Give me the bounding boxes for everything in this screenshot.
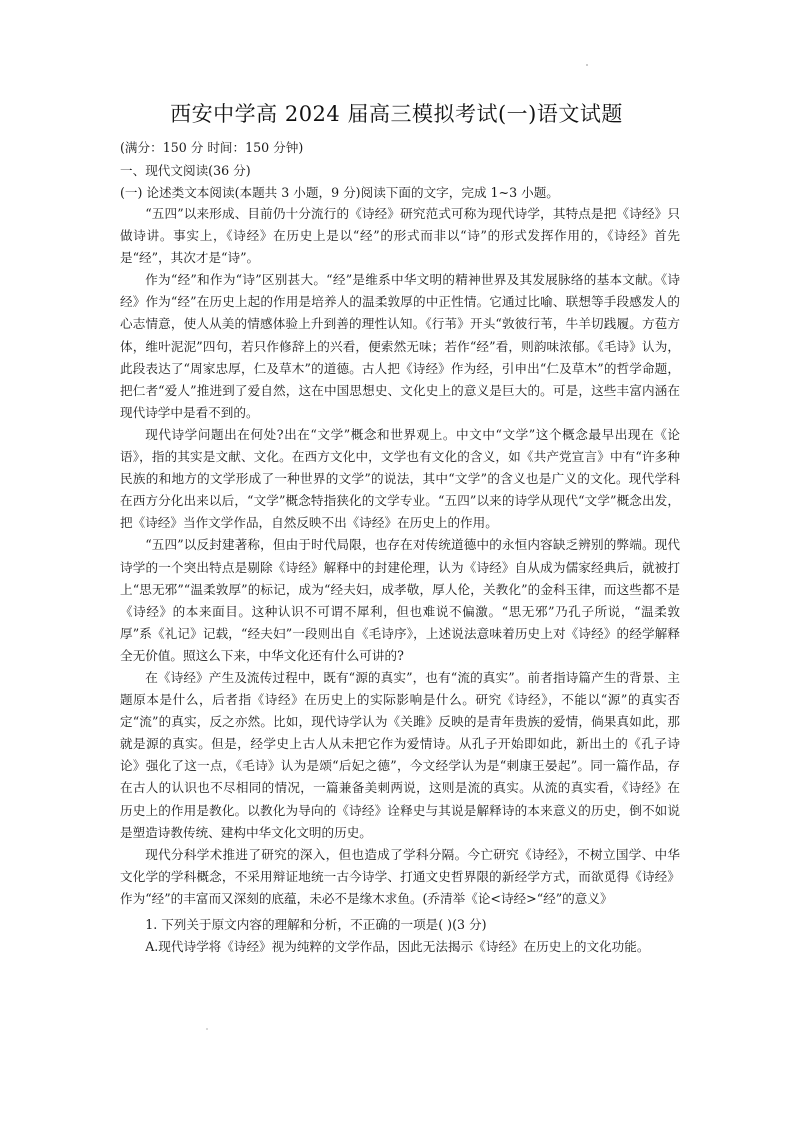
question-1: 1. 下列关于原文内容的理解和分析，不正确的一项是( )(3 分) [145,917,487,932]
exam-meta: (满分：150 分 时间：150 分钟) [120,140,304,155]
passage-paragraph-1: “五四”以来形成、目前仍十分流行的《诗经》研究范式可称为现代诗学，其特点是把《诗经》只做诗讲。事实上，《诗经》在历史上是以“经”的形式而非以“诗”的形式发挥作用的，《诗经》首先是“经”，其次才是“诗”。 [120,206,680,266]
scan-speck-bottom [206,1028,208,1030]
scan-speck [586,64,588,66]
section-heading: 一、现代文阅读(36 分) [120,163,251,178]
page-title: 西安中学高 2024 届高三模拟考试(一)语文试题 [170,102,623,126]
passage-paragraph-3: 现代诗学问题出在何处?出在“文学”概念和世界观上。中文中“文学”这个概念最早出现在《论语》，指的其实是文献、文化。在西方文化中，文学也有文化的含义，如《共产党宣言》中有“许多种民族的和地方的文学形成了一种世界的文学”的说法，其中“文学”的含义也是广义的文化。现代学科在西方分化出来以后，“文学”概念特指狭化的文学专业。“五四”以来的诗学从现代“文学”概念出发，把《诗经》当作文学作品，自然反映不出《诗经》在历史上的作用。 [120,426,680,531]
passage-paragraph-5: 在《诗经》产生及流传过程中，既有“源的真实”，也有“流的真实”。前者指诗篇产生的背景、主题原本是什么，后者指《诗经》在历史上的实际影响是什么。研究《诗经》，不能以“源”的真实否定“流”的真实，反之亦然。比如，现代诗学认为《关雎》反映的是青年贵族的爱情，倘果真如此，那就是源的真实。但是，经学史上古人从未把它作为爱情诗。从孔子开始即如此，新出土的《孔子诗论》强化了这一点，《毛诗》认为是颂“后妃之德”，今文经学认为是“刺康王晏起”。同一篇作品，存在古人的认识也不尽相同的情况，一篇兼备美刺两说，这则是流的真实。从流的真实看，《诗经》在历史上的作用是教化。以教化为导向的《诗经》诠释史与其说是解释诗的本来意义的历史，倒不如说是塑造诗教传统、建构中华文化文明的历史。 [120,669,680,840]
subsection-heading: (一) 论述类文本阅读(本题共 3 小题，9 分)阅读下面的文字，完成 1~3 小题。 [120,185,559,200]
passage-paragraph-2: 作为“经”和作为“诗”区别甚大。“经”是维系中华文明的精神世界及其发展脉络的基本文献。《诗经》作为“经”在历史上起的作用是培养人的温柔敦厚的中正性情。它通过比喻、联想等手段感发人的心志情意，使人从美的情感体验上升到善的理性认知。《行苇》开头“敦彼行苇，牛羊切践履。方苞方体，维叶泥泥”四句，若只作修辞上的兴看，便索然无味；若作“经”看，则韵味浓郁。《毛诗》认为，此段表达了“周家忠厚，仁及草木”的道德。古人把《诗经》作为经，引申出“仁及草木”的哲学命题，把仁者“爱人”推进到了爱自然，这在中国思想史、文化史上的意义是巨大的。可是，这些丰富内涵在现代诗学中是看不到的。 [120,272,680,420]
reading-passage [120,203,680,958]
question-1-option-a: A.现代诗学将《诗经》视为纯粹的文学作品，因此无法揭示《诗经》在历史上的文化功能。 [145,939,650,955]
passage-paragraph-6: 现代分科学术推进了研究的深入，但也造成了学科分隔。今亡研究《诗经》，不树立国学、中华文化学的学科概念，不采用辩证地统一古今诗学、打通文史哲界限的新经学方式，而欲觅得《诗经》作为“经”的丰富而又深刻的底蕴，未必不是缘木求鱼。(乔清举《论<诗经>“经”的意义》 [120,846,680,906]
passage-paragraph-4: “五四”以反封建著称，但由于时代局限，也存在对传统道德中的永恒内容缺乏辨别的弊端。现代诗学的一个突出特点是剔除《诗经》解释中的封建伦理，认为《诗经》自从成为儒家经典后，就被打上“思无邪”“温柔敦厚”的标记，成为“经夫妇，成孝敬，厚人伦，关教化”的金科玉律，而这些都不是《诗经》的本来面目。这种认识不可谓不犀利，但也难说不偏激。“思无邪”乃孔子所说，“温柔敦厚”系《礼记》记载，“经夫妇”一段则出自《毛诗序》，上述说法意味着历史上对《诗经》的经学解释全无价值。照这么下来，中华文化还有什么可讲的? [120,537,680,663]
